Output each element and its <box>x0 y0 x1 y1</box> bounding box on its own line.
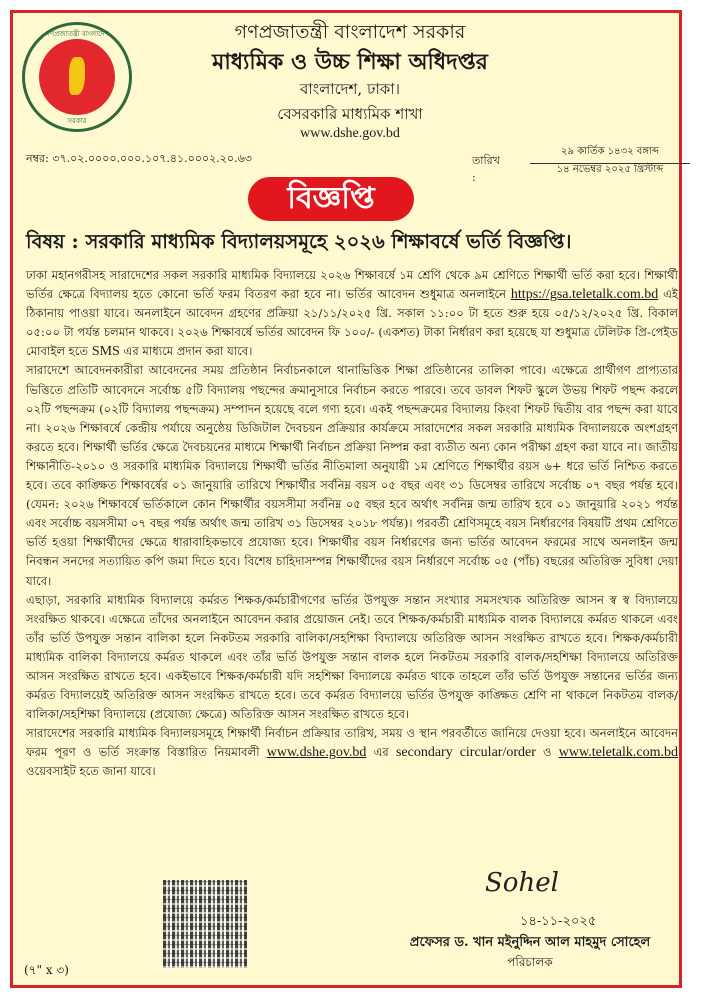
text: এই ঠিকানায় পাওয়া যাবে। অনলাইনে আবেদন গ্রহণের প্রক্রিয়া ২১/১১/২০২৫ খ্রি. সকাল ১১:০০ টা হতে শুরু হয়ে ০৫/১২/২০২৫ খ্রি. বিকাল ০৫:০০ টা পর্যন্ত চলমান থাকবে। ২০২৬ শিক্ষাবর্ষে ভর্তির আবেদন ফি ১০০/- (একশত) টাকা নির্ধারণ করা হয়েছে যা শুধুমাত্র টেলিটক প্রি-পেইড মোবাইল হতে <box>26 287 678 359</box>
date-bangla: ২৯ কার্তিক ১৪৩২ বঙ্গাব্দ <box>530 144 690 164</box>
notice-body <box>26 266 678 782</box>
secondary-circular-text: secondary circular/order <box>395 745 536 761</box>
qr-code <box>163 880 247 968</box>
directorate-title: মাধ্যমিক ও উচ্চ শিক্ষা অধিদপ্তর <box>212 49 488 75</box>
sms-text: SMS <box>91 344 120 360</box>
bangladesh-map-icon <box>69 57 85 95</box>
teletalk-link[interactable]: www.teletalk.com.bd <box>558 745 678 761</box>
subject-line: বিষয় : সরকারি মাধ্যমিক বিদ্যালয়সমূহে ২০২৬ শিক্ষাবর্ষে ভর্তি বিজ্ঞপ্তি। <box>26 230 572 253</box>
website: www.dshe.gov.bd <box>300 126 400 141</box>
notice-badge: বিজ্ঞপ্তি <box>248 177 414 221</box>
seal-red-circle <box>39 39 115 115</box>
govt-title: গণপ্রজাতন্ত্রী বাংলাদেশ সরকার <box>234 21 466 43</box>
text: ওয়েবসাইট হতে জানা যাবে। <box>26 764 156 779</box>
paragraph-2: সারাদেশে আবেদনকারীরা আবেদনের সময় প্রতিষ্ঠান নির্বাচনকালে থানাভিত্তিক শিক্ষা প্রতিষ্ঠানের তালিকা পাবে। এক্ষেত্রে প্রার্থীগণ প্রাপ্যতার ভিত্তিতে প্রতিটি আবেদনে সর্বোচ্চ ৫টি বিদ্যালয় পছন্দের ক্রমানুসারে নির্বাচন করতে পারবে। তবে ডাবল শিফট স্কুলে উভয় শিফট পছন্দ করলে ০২টি পছন্দক্রম (০২টি বিদ্যালয় পছন্দক্রম) সম্পাদন হয়েছে বলে গণ্য হবে। একই পছন্দক্রমের বিদ্যালয় কিংবা শিফট দ্বিতীয় বার পছন্দ করা যাবে না। ২০২৬ শিক্ষাবর্ষে কেন্দ্রীয় পর্যায়ে অনুষ্ঠেয় ডিজিটাল দৈবচয়ন প্রক্রিয়ার কার্যক্রমে সারাদেশের সকল সরকারি মাধ্যমিক বিদ্যালয়কে অংশগ্রহণ করতে হবে। শিক্ষার্থী ভর্তির ক্ষেত্রে দৈবচয়নের মাধ্যমে শিক্ষার্থী নির্বাচন প্রক্রিয়া নিষ্পন্ন করা ব্যতীত অন্য কোন পরীক্ষা গ্রহণ করা যাবে না। জাতীয় শিক্ষানীতি-২০১০ ও সরকারি মাধ্যমিক বিদ্যালয়ে শিক্ষার্থী ভর্তির নীতিমালা অনুযায়ী ১ম শ্রেণিতে শিক্ষার্থীর বয়স ৬+ ধরে ভর্তি নিশ্চিত করতে হবে। তবে কাঙ্ক্ষিত শিক্ষাবর্ষের ০১ জানুয়ারি তারিখে শিক্ষার্থীর সর্বনিম্ন বয়স ০৫ বছর এবং ৩১ ডিসেম্বর তারিখে সর্বোচ্চ ০৭ বছর পর্যন্ত হবে। (যেমন: ২০২৬ শিক্ষাবর্ষে ভর্তিকালে কোন শিক্ষার্থীর বয়সসীমা সর্বনিম্ন ০৫ বছর হবে অর্থাৎ সর্বনিম্ন জন্ম তারিখ হবে ০১ জানুয়ারি ২০২১ পর্যন্ত এবং সর্বোচ্চ বয়সসীমা ০৭ বছর পর্যন্ত অর্থাৎ জন্ম তারিখ ৩১ ডিসেম্বর ২০১৮ পর্যন্ত)। পরবর্তী শ্রেণিসমূহে বয়স নির্ধারণের বিষয়টি প্রথম শ্রেণিতে ভর্তি হওয়া শিক্ষার্থীদের ক্ষেত্রে ধারাবাহিকভাবে প্রযোজ্য হবে। শিক্ষার্থীর বয়স নির্ধারণের জন্য ভর্তির আবেদন ফরমের সাথে অনলাইন জন্ম নিবন্ধন সনদের সত্যায়িত কপি জমা দিতে হবে। বিশেষ চাহিদাসম্পন্ন শিক্ষার্থীদের বয়স নির্ধারণে সর্বোচ্চ ০৫ (পাঁচ) বছরের অতিরিক্ত সুবিধা দেয়া যাবে। <box>26 363 678 588</box>
signatory-title: পরিচালক <box>507 955 553 969</box>
text: এর <box>366 745 396 760</box>
size-note: (৭" x ৩) <box>24 963 69 977</box>
location: বাংলাদেশ, ঢাকা। <box>299 80 401 98</box>
text: ও <box>535 745 559 760</box>
signatory-name: প্রফেসর ড. খান মইনুদ্দিন আল মাহমুদ সোহেল <box>409 935 651 950</box>
text: সারাদেশের সরকারি মাধ্যমিক বিদ্যালয়সমূহে শিক্ষার্থী নির্বাচন প্রক্রিয়ার তারিখ, সময় ও স্থান পরবর্তীতে জানিয়ে দেওয়া হবে। অনলাইনে আবেদন ফরম পূরণ ও ভর্তি সংক্রান্ত বিস্তারিত নিয়মাবলী <box>26 726 678 760</box>
logo-text-bottom: সরকার <box>67 117 87 125</box>
signature: Sohel <box>485 868 559 898</box>
government-seal-logo <box>22 22 132 132</box>
branch: বেসরকারি মাধ্যমিক শাখা <box>277 105 423 123</box>
memo-number: নম্বর: ৩৭.০২.০০০০.০০০.১০৭.৪১.০০০২.২০.৬৩ <box>26 152 252 165</box>
gsa-teletalk-link[interactable]: https://gsa.teletalk.com.bd <box>510 287 659 303</box>
logo-text-top: গণপ্রজাতন্ত্রী বাংলাদেশ <box>45 30 109 38</box>
signature-date: ১৪-১১-২০২৫ <box>520 914 597 929</box>
date-gregorian: ১৪ নভেম্বর ২০২৫ খ্রিস্টাব্দ <box>556 164 664 175</box>
date-label: তারিখ : <box>472 154 500 184</box>
text: এর মাধ্যমে প্রদান করা যাবে। <box>119 344 253 359</box>
dshe-link[interactable]: www.dshe.gov.bd <box>266 745 367 761</box>
paragraph-3: এছাড়া, সরকারি মাধ্যমিক বিদ্যালয়ে কর্মরত শিক্ষক/কর্মচারীগণের ভর্তির উপযুক্ত সন্তান সংখ্যার সমসংখ্যক অতিরিক্ত আসন স্ব স্ব বিদ্যালয়ে সংরক্ষিত থাকবে। এক্ষেত্রে তাঁদের অনলাইনে আবেদন করার প্রয়োজন নেই। তবে শিক্ষক/কর্মচারী মাধ্যমিক বালক বিদ্যালয়ে কর্মরত থাকলে এবং তাঁর ভর্তি উপযুক্ত সন্তান বালিকা হলে নিকটতম সরকারি বালিকা/সহশিক্ষা বিদ্যালয়ে অতিরিক্ত আসন সংরক্ষিত রাখতে হবে। শিক্ষক/কর্মচারী মাধ্যমিক বালিকা বিদ্যালয়ে কর্মরত থাকলে এবং তাঁর ভর্তি উপযুক্ত সন্তান বালক হলে নিকটতম সরকারি বালক/সহশিক্ষা বিদ্যালয়ে অতিরিক্ত আসন সংরক্ষিত রাখতে হবে। একইভাবে শিক্ষক/কর্মচারী যদি সহশিক্ষা বিদ্যালয়ে কর্মরত থাকে তাহলে তাঁর ভর্তি উপযুক্ত সন্তানের ভর্তির জন্য কর্মরত বিদ্যালয়েই অতিরিক্ত আসন সংরক্ষিত রাখতে হবে। তবে কর্মরত বিদ্যালয়ে ভর্তির উপযুক্ত কাঙ্ক্ষিত শ্রেণি না থাকলে নিকটতম বালক/বালিকা/সহশিক্ষা বিদ্যালয়ে (প্রযোজ্য ক্ষেত্রে) অতিরিক্ত আসন সংরক্ষিত রাখতে হবে। <box>26 592 678 722</box>
text: ঢাকা মহানগরীসহ সারাদেশের সকল সরকারি মাধ্যমিক বিদ্যালয়ে ২০২৬ শিক্ষাবর্ষে ১ম শ্রেণি থেকে ৯ম শ্রেণিতে শিক্ষার্থী ভর্তি করা হবে। শিক্ষার্থী ভর্তির ক্ষেত্রে বিদ্যালয় হতে কোনো ভর্তি ফরম বিতরণ করা হবে না। ভর্তির আবেদন শুধুমাত্র অনলাইনে <box>26 268 678 302</box>
paragraph-4 <box>26 724 678 781</box>
paragraph-1 <box>26 266 678 361</box>
